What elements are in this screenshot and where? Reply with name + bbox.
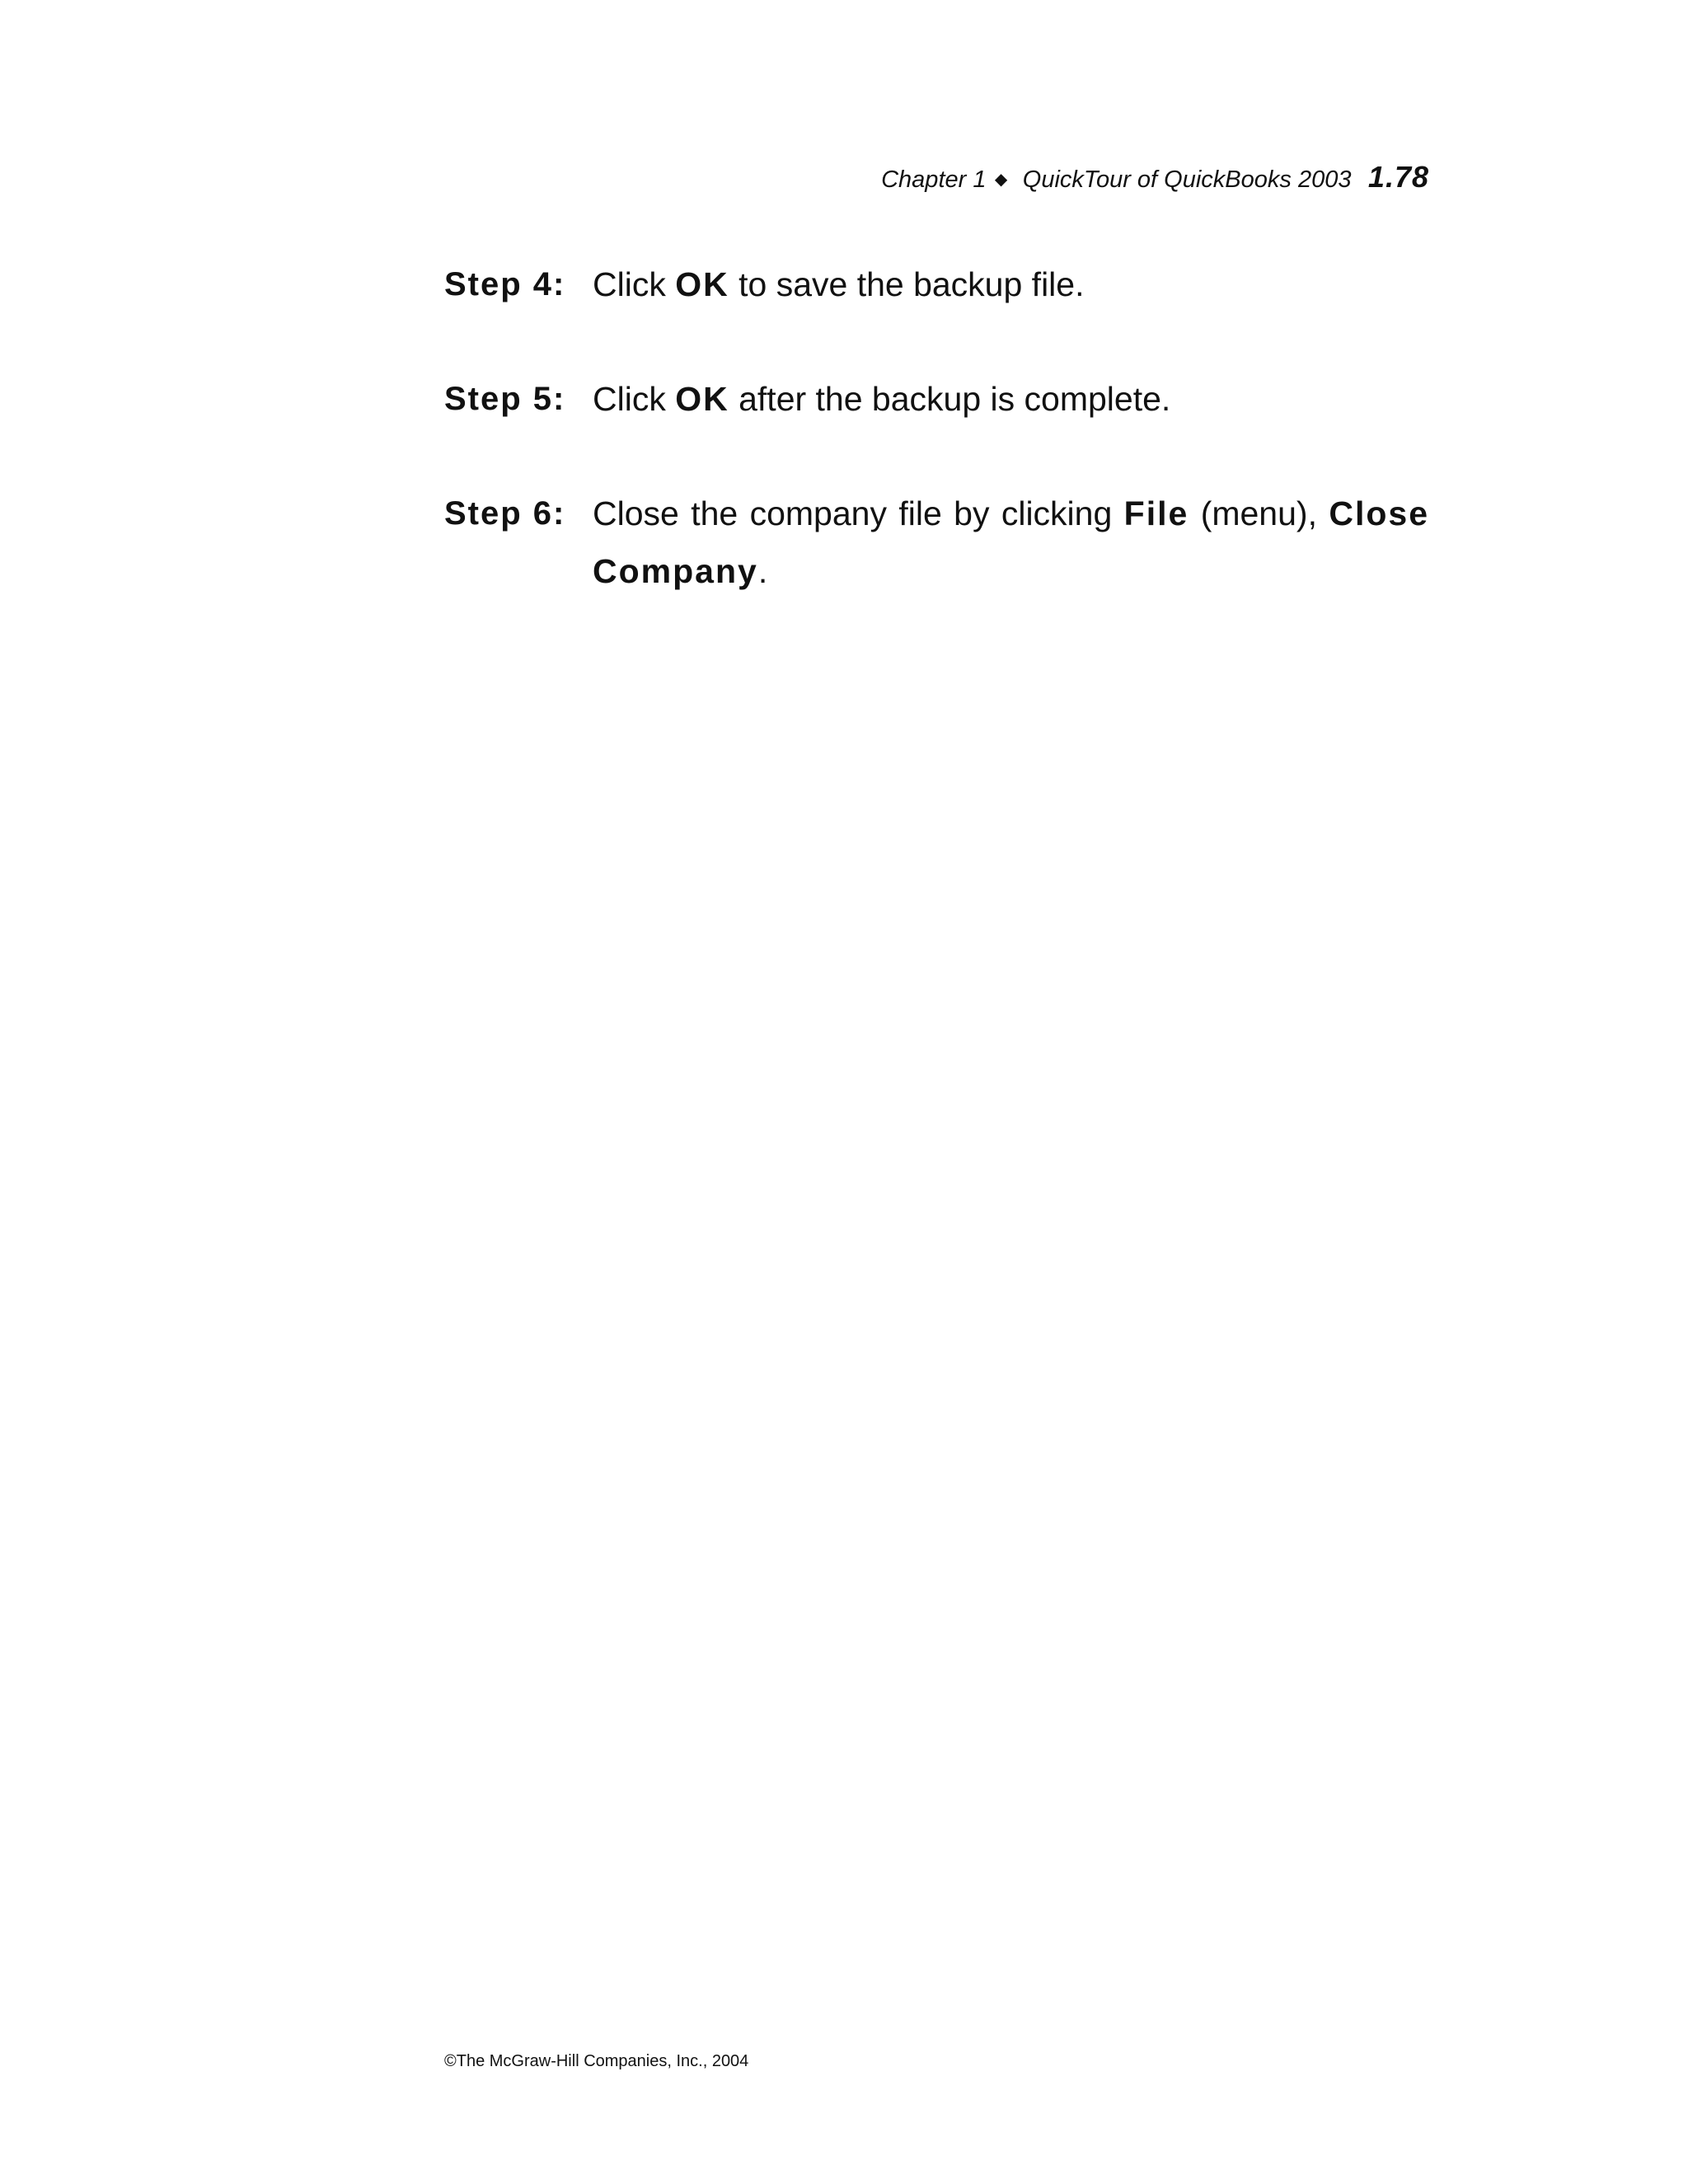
close-company-term: Close Company — [593, 494, 1430, 590]
ok-term: OK — [675, 265, 729, 303]
step-label: Step 4: — [444, 266, 566, 302]
running-header — [0, 160, 1429, 194]
file-menu-term: File — [1123, 494, 1189, 532]
step-text — [593, 255, 1429, 313]
diamond-separator-icon: ◆ — [994, 171, 1008, 189]
step-text-part: to save the backup file. — [729, 265, 1085, 303]
step-text-part: Click — [593, 265, 676, 303]
step-text-part: (menu), — [1189, 494, 1329, 532]
step-text — [593, 485, 1429, 600]
step-text-part: Click — [593, 380, 676, 418]
step-label: Step 6: — [444, 495, 566, 532]
ok-term: OK — [675, 380, 729, 418]
step-text — [593, 370, 1429, 428]
chapter-label: Chapter 1 — [881, 166, 987, 193]
book-title: QuickTour of QuickBooks 2003 — [1022, 166, 1352, 193]
step-text-part: after the backup is complete. — [729, 380, 1171, 418]
step-label: Step 5: — [444, 381, 566, 417]
step-4 — [444, 255, 1429, 313]
step-text-part: . — [757, 552, 768, 590]
step-5 — [444, 370, 1429, 428]
page-number: 1.78 — [1367, 160, 1429, 194]
step-text-part: Close the company file by clicking — [593, 494, 1124, 532]
copyright-footer: ©The McGraw-Hill Companies, Inc., 2004 — [444, 2052, 749, 2070]
step-6 — [444, 485, 1429, 600]
